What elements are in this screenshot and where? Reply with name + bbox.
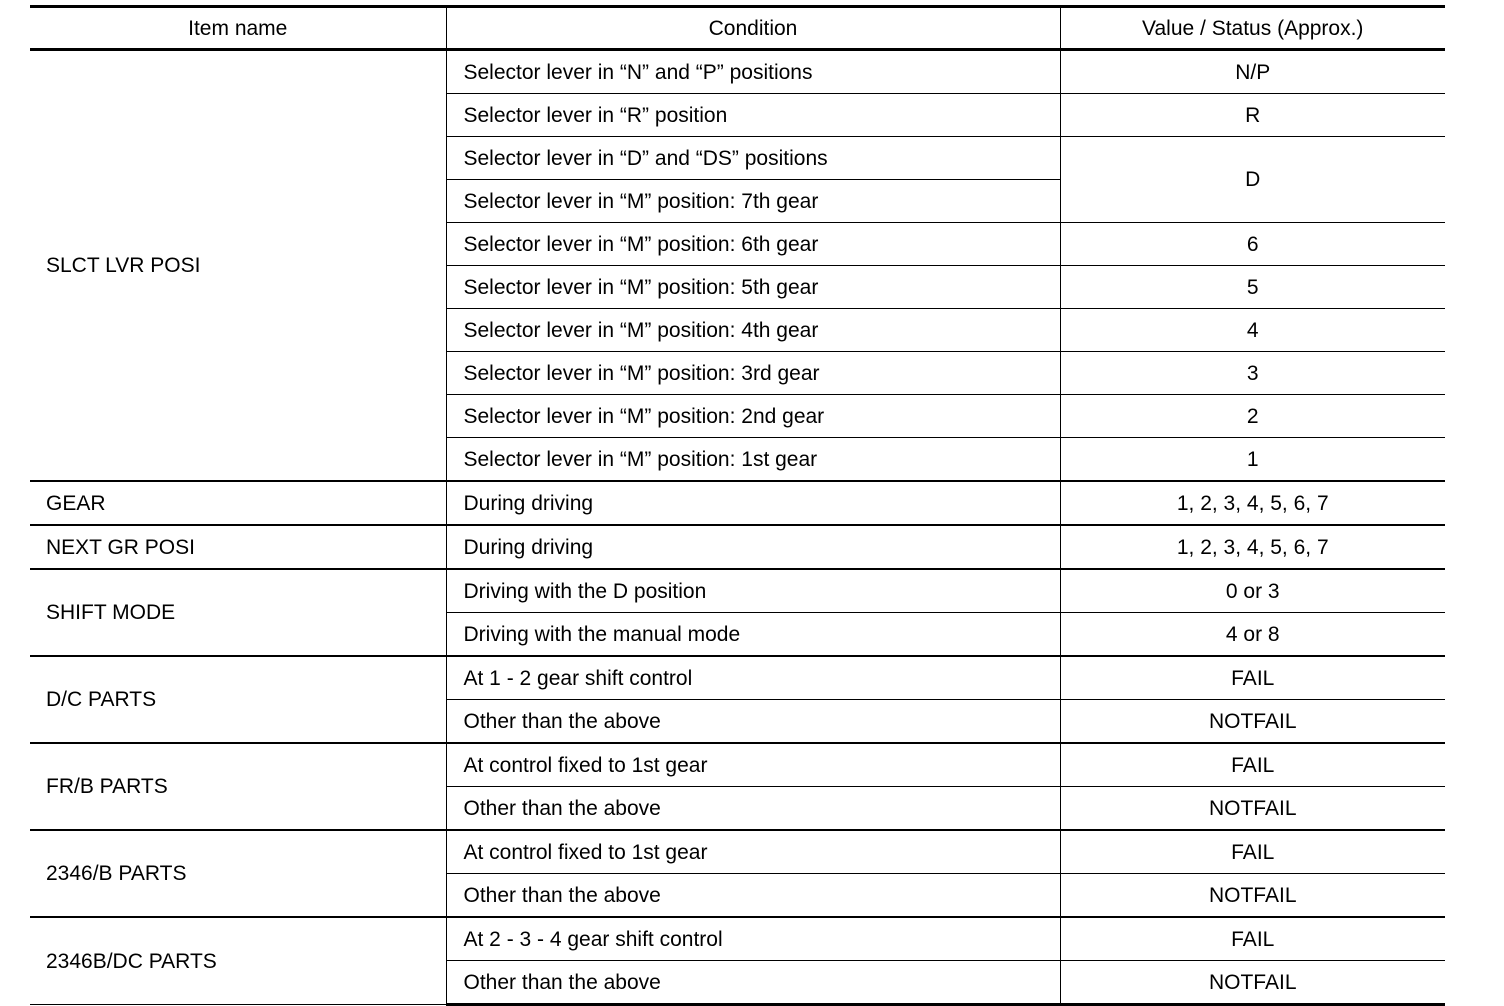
data-monitor-table (30, 5, 1445, 1006)
condition-cell: Selector lever in “M” position: 5th gear (446, 266, 1060, 309)
table-row (30, 917, 1445, 961)
condition-cell: During driving (446, 481, 1060, 525)
value-status-cell: 0 or 3 (1060, 569, 1445, 613)
table-row (30, 743, 1445, 787)
value-status-cell: FAIL (1060, 917, 1445, 961)
item-name-cell: NEXT GR POSI (30, 525, 446, 569)
value-status-cell: FAIL (1060, 830, 1445, 874)
condition-cell: At 2 - 3 - 4 gear shift control (446, 917, 1060, 961)
value-status-cell: FAIL (1060, 656, 1445, 700)
item-name-cell: FR/B PARTS (30, 743, 446, 830)
value-status-cell: 3 (1060, 352, 1445, 395)
item-name-cell: D/C PARTS (30, 656, 446, 743)
table-row (30, 569, 1445, 613)
condition-cell: Selector lever in “R” position (446, 94, 1060, 137)
condition-cell: Driving with the manual mode (446, 613, 1060, 657)
value-status-cell: NOTFAIL (1060, 787, 1445, 831)
header-row (30, 7, 1445, 50)
condition-cell: Other than the above (446, 874, 1060, 918)
condition-cell: At control fixed to 1st gear (446, 830, 1060, 874)
header-condition: Condition (446, 7, 1060, 50)
condition-cell: Selector lever in “M” position: 4th gear (446, 309, 1060, 352)
value-status-cell: NOTFAIL (1060, 961, 1445, 1005)
item-name-cell: SHIFT MODE (30, 569, 446, 656)
table-row (30, 830, 1445, 874)
value-status-cell: 1, 2, 3, 4, 5, 6, 7 (1060, 525, 1445, 569)
header-value-status: Value / Status (Approx.) (1060, 7, 1445, 50)
condition-cell: Other than the above (446, 700, 1060, 744)
condition-cell: Selector lever in “M” position: 7th gear (446, 180, 1060, 223)
table-body (30, 50, 1445, 1005)
condition-cell: At control fixed to 1st gear (446, 743, 1060, 787)
value-status-cell: 1 (1060, 438, 1445, 482)
item-name-cell: GEAR (30, 481, 446, 525)
table-row (30, 525, 1445, 569)
condition-cell: During driving (446, 525, 1060, 569)
item-name-cell: 2346B/DC PARTS (30, 917, 446, 1005)
condition-cell: Selector lever in “M” position: 6th gear (446, 223, 1060, 266)
value-status-cell: D (1060, 137, 1445, 223)
table-row (30, 656, 1445, 700)
condition-cell: Selector lever in “D” and “DS” positions (446, 137, 1060, 180)
header-item-name: Item name (30, 7, 446, 50)
condition-cell: Other than the above (446, 961, 1060, 1005)
condition-cell: Selector lever in “M” position: 2nd gear (446, 395, 1060, 438)
value-status-cell: FAIL (1060, 743, 1445, 787)
value-status-cell: NOTFAIL (1060, 874, 1445, 918)
value-status-cell: 4 (1060, 309, 1445, 352)
table-row (30, 481, 1445, 525)
table-row (30, 50, 1445, 94)
value-status-cell: 4 or 8 (1060, 613, 1445, 657)
condition-cell: Other than the above (446, 787, 1060, 831)
value-status-cell: 1, 2, 3, 4, 5, 6, 7 (1060, 481, 1445, 525)
value-status-cell: 2 (1060, 395, 1445, 438)
condition-cell: Selector lever in “N” and “P” positions (446, 50, 1060, 94)
value-status-cell: 5 (1060, 266, 1445, 309)
condition-cell: Driving with the D position (446, 569, 1060, 613)
condition-cell: Selector lever in “M” position: 3rd gear (446, 352, 1060, 395)
value-status-cell: NOTFAIL (1060, 700, 1445, 744)
value-status-cell: 6 (1060, 223, 1445, 266)
item-name-cell: SLCT LVR POSI (30, 50, 446, 482)
value-status-cell: R (1060, 94, 1445, 137)
value-status-cell: N/P (1060, 50, 1445, 94)
condition-cell: Selector lever in “M” position: 1st gear (446, 438, 1060, 482)
condition-cell: At 1 - 2 gear shift control (446, 656, 1060, 700)
item-name-cell: 2346/B PARTS (30, 830, 446, 917)
